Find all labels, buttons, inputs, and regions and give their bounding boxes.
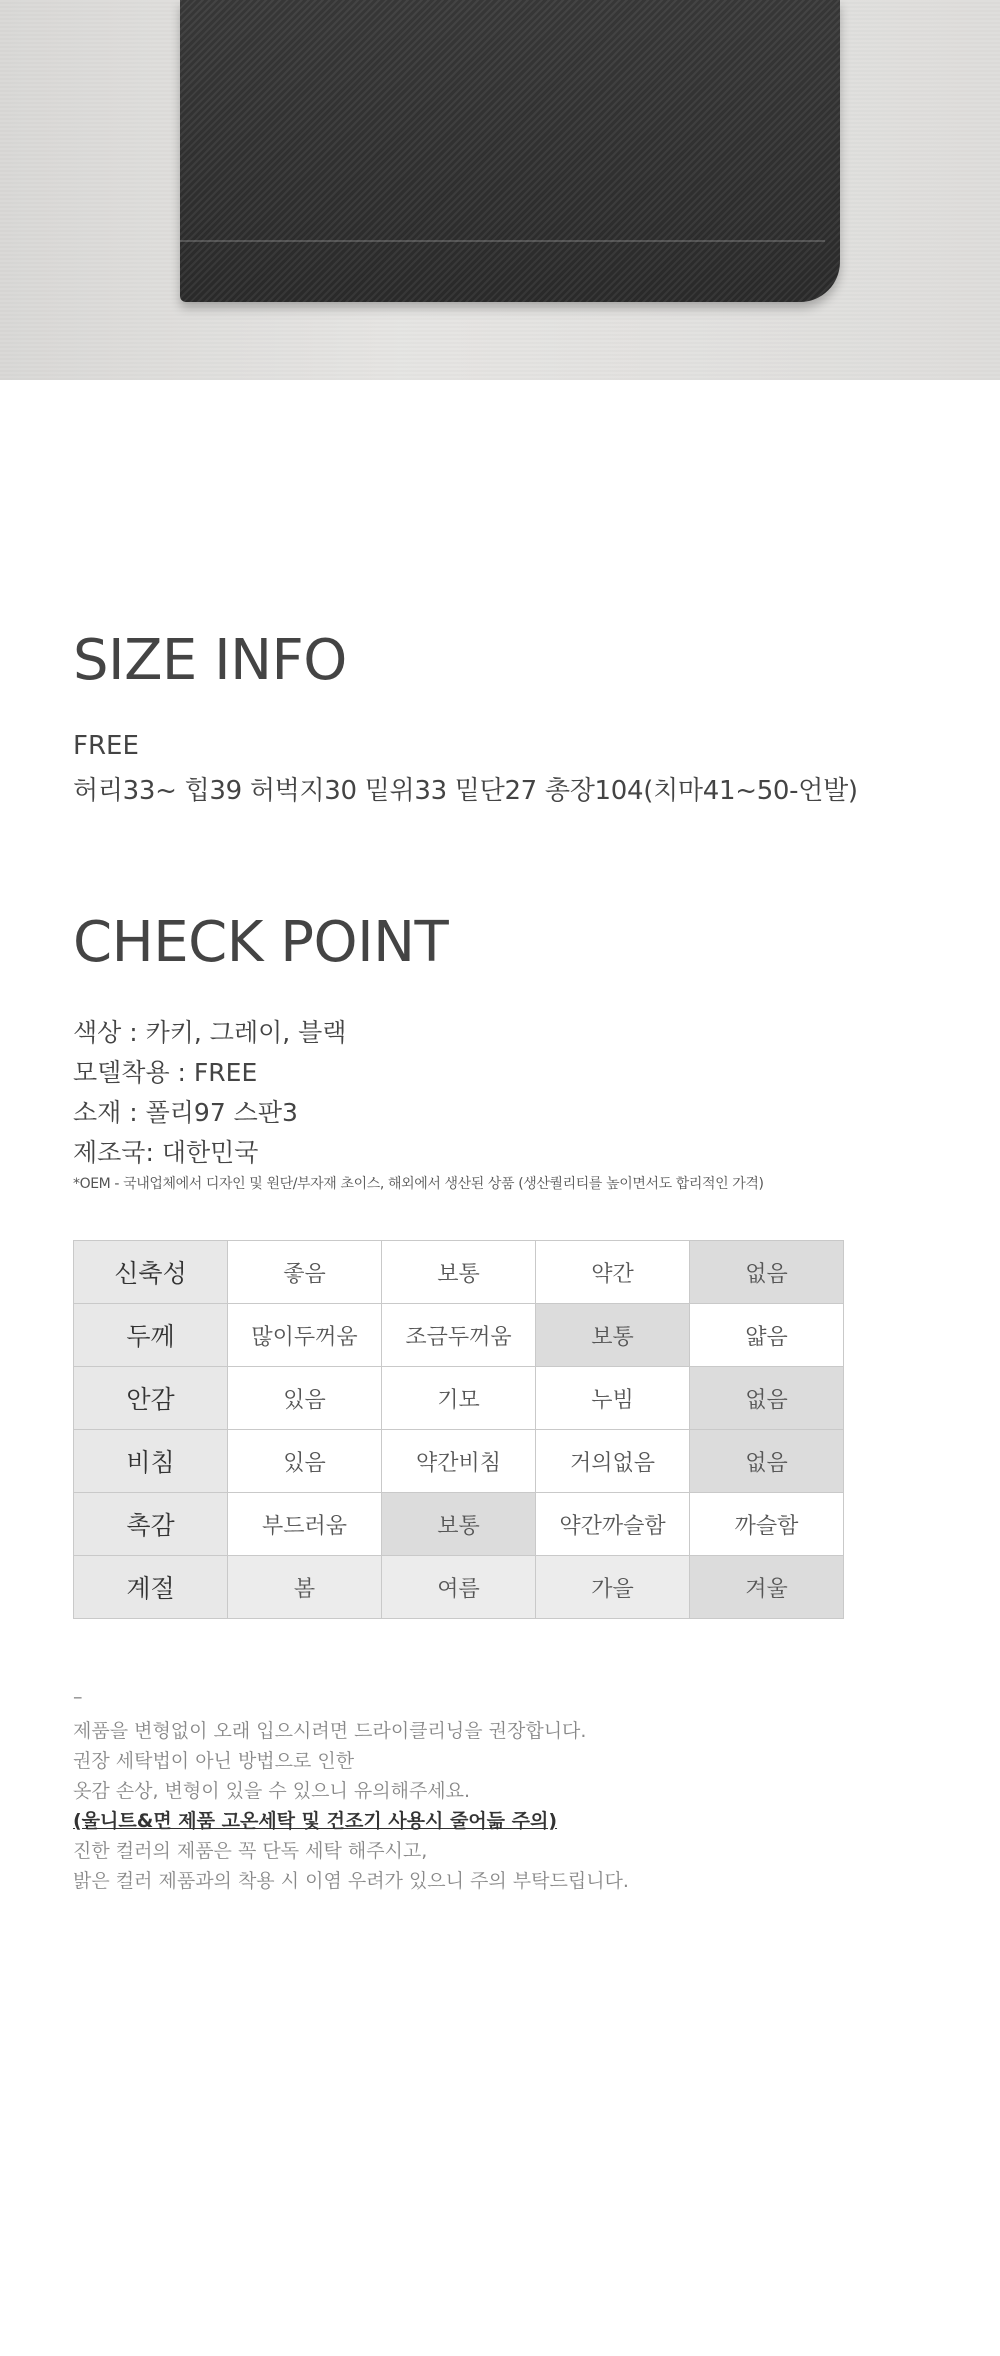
- spec-row: [74, 1367, 844, 1430]
- spec-row-label: 비침: [74, 1430, 228, 1493]
- spec-option: 까슬함: [690, 1493, 844, 1556]
- pants-hem-image: [180, 0, 840, 302]
- spec-row-label: 계절: [74, 1556, 228, 1619]
- spec-option: 누빔: [536, 1367, 690, 1430]
- size-info-title: SIZE INFO: [73, 628, 347, 693]
- spec-option: 약간: [536, 1241, 690, 1304]
- spec-option: 없음: [690, 1367, 844, 1430]
- oem-note: *OEM - 국내업체에서 디자인 및 원단/부자재 초이스, 해외에서 생산된 상품 (생산퀄리티를 높이면서도 합리적인 가격): [73, 1176, 764, 1192]
- spec-row-label: 안감: [74, 1367, 228, 1430]
- spec-option: 조금두꺼움: [382, 1304, 536, 1367]
- size-measurements: 허리33~ 힙39 허벅지30 밑위33 밑단27 총장104(치마41~50-언발): [73, 776, 858, 806]
- care-line-5: 진한 컬러의 제품은 꼭 단독 세탁 해주시고,: [73, 1840, 428, 1862]
- spec-option: 약간까슬함: [536, 1493, 690, 1556]
- check-point-title: CHECK POINT: [73, 910, 449, 975]
- hem-stitch: [180, 240, 825, 242]
- spec-row: [74, 1304, 844, 1367]
- spec-option: 기모: [382, 1367, 536, 1430]
- spec-option: 거의없음: [536, 1430, 690, 1493]
- spec-option: 겨울: [690, 1556, 844, 1619]
- care-line-6: 밝은 컬러 제품과의 착용 시 이염 우려가 있으니 주의 부탁드립니다.: [73, 1870, 629, 1892]
- spec-option: 얇음: [690, 1304, 844, 1367]
- spec-option: 보통: [536, 1304, 690, 1367]
- spec-option: 보통: [382, 1493, 536, 1556]
- spec-option: 약간비침: [382, 1430, 536, 1493]
- spec-option: 좋음: [228, 1241, 382, 1304]
- spec-row: [74, 1241, 844, 1304]
- spec-option: 보통: [382, 1241, 536, 1304]
- care-dash: –: [73, 1686, 83, 1708]
- check-point-color: 색상 : 카키, 그레이, 블랙: [73, 1018, 347, 1047]
- spec-row: [74, 1556, 844, 1619]
- spec-option: 없음: [690, 1241, 844, 1304]
- spec-option: 가을: [536, 1556, 690, 1619]
- size-label: FREE: [73, 731, 139, 761]
- spec-option: 봄: [228, 1556, 382, 1619]
- check-point-origin: 제조국: 대한민국: [73, 1138, 259, 1167]
- spec-row-label: 촉감: [74, 1493, 228, 1556]
- spec-option: 부드러움: [228, 1493, 382, 1556]
- check-point-model-size: 모델착용 : FREE: [73, 1058, 258, 1087]
- spec-option: 여름: [382, 1556, 536, 1619]
- spec-row: [74, 1493, 844, 1556]
- spec-row-label: 신축성: [74, 1241, 228, 1304]
- spec-table: [73, 1240, 844, 1619]
- care-line-3: 옷감 손상, 변형이 있을 수 있으니 유의해주세요.: [73, 1780, 471, 1802]
- spec-option: 없음: [690, 1430, 844, 1493]
- product-photo: [0, 0, 1000, 380]
- spec-option: 있음: [228, 1367, 382, 1430]
- spec-option: 많이두꺼움: [228, 1304, 382, 1367]
- spec-row: [74, 1430, 844, 1493]
- spec-option: 있음: [228, 1430, 382, 1493]
- care-warning: (울니트&면 제품 고온세탁 및 건조기 사용시 줄어듦 주의): [73, 1810, 558, 1832]
- care-line-1: 제품을 변형없이 오래 입으시려면 드라이클리닝을 권장합니다.: [73, 1720, 587, 1742]
- spec-row-label: 두께: [74, 1304, 228, 1367]
- care-line-2: 권장 세탁법이 아닌 방법으로 인한: [73, 1750, 355, 1772]
- check-point-material: 소재 : 폴리97 스판3: [73, 1098, 298, 1127]
